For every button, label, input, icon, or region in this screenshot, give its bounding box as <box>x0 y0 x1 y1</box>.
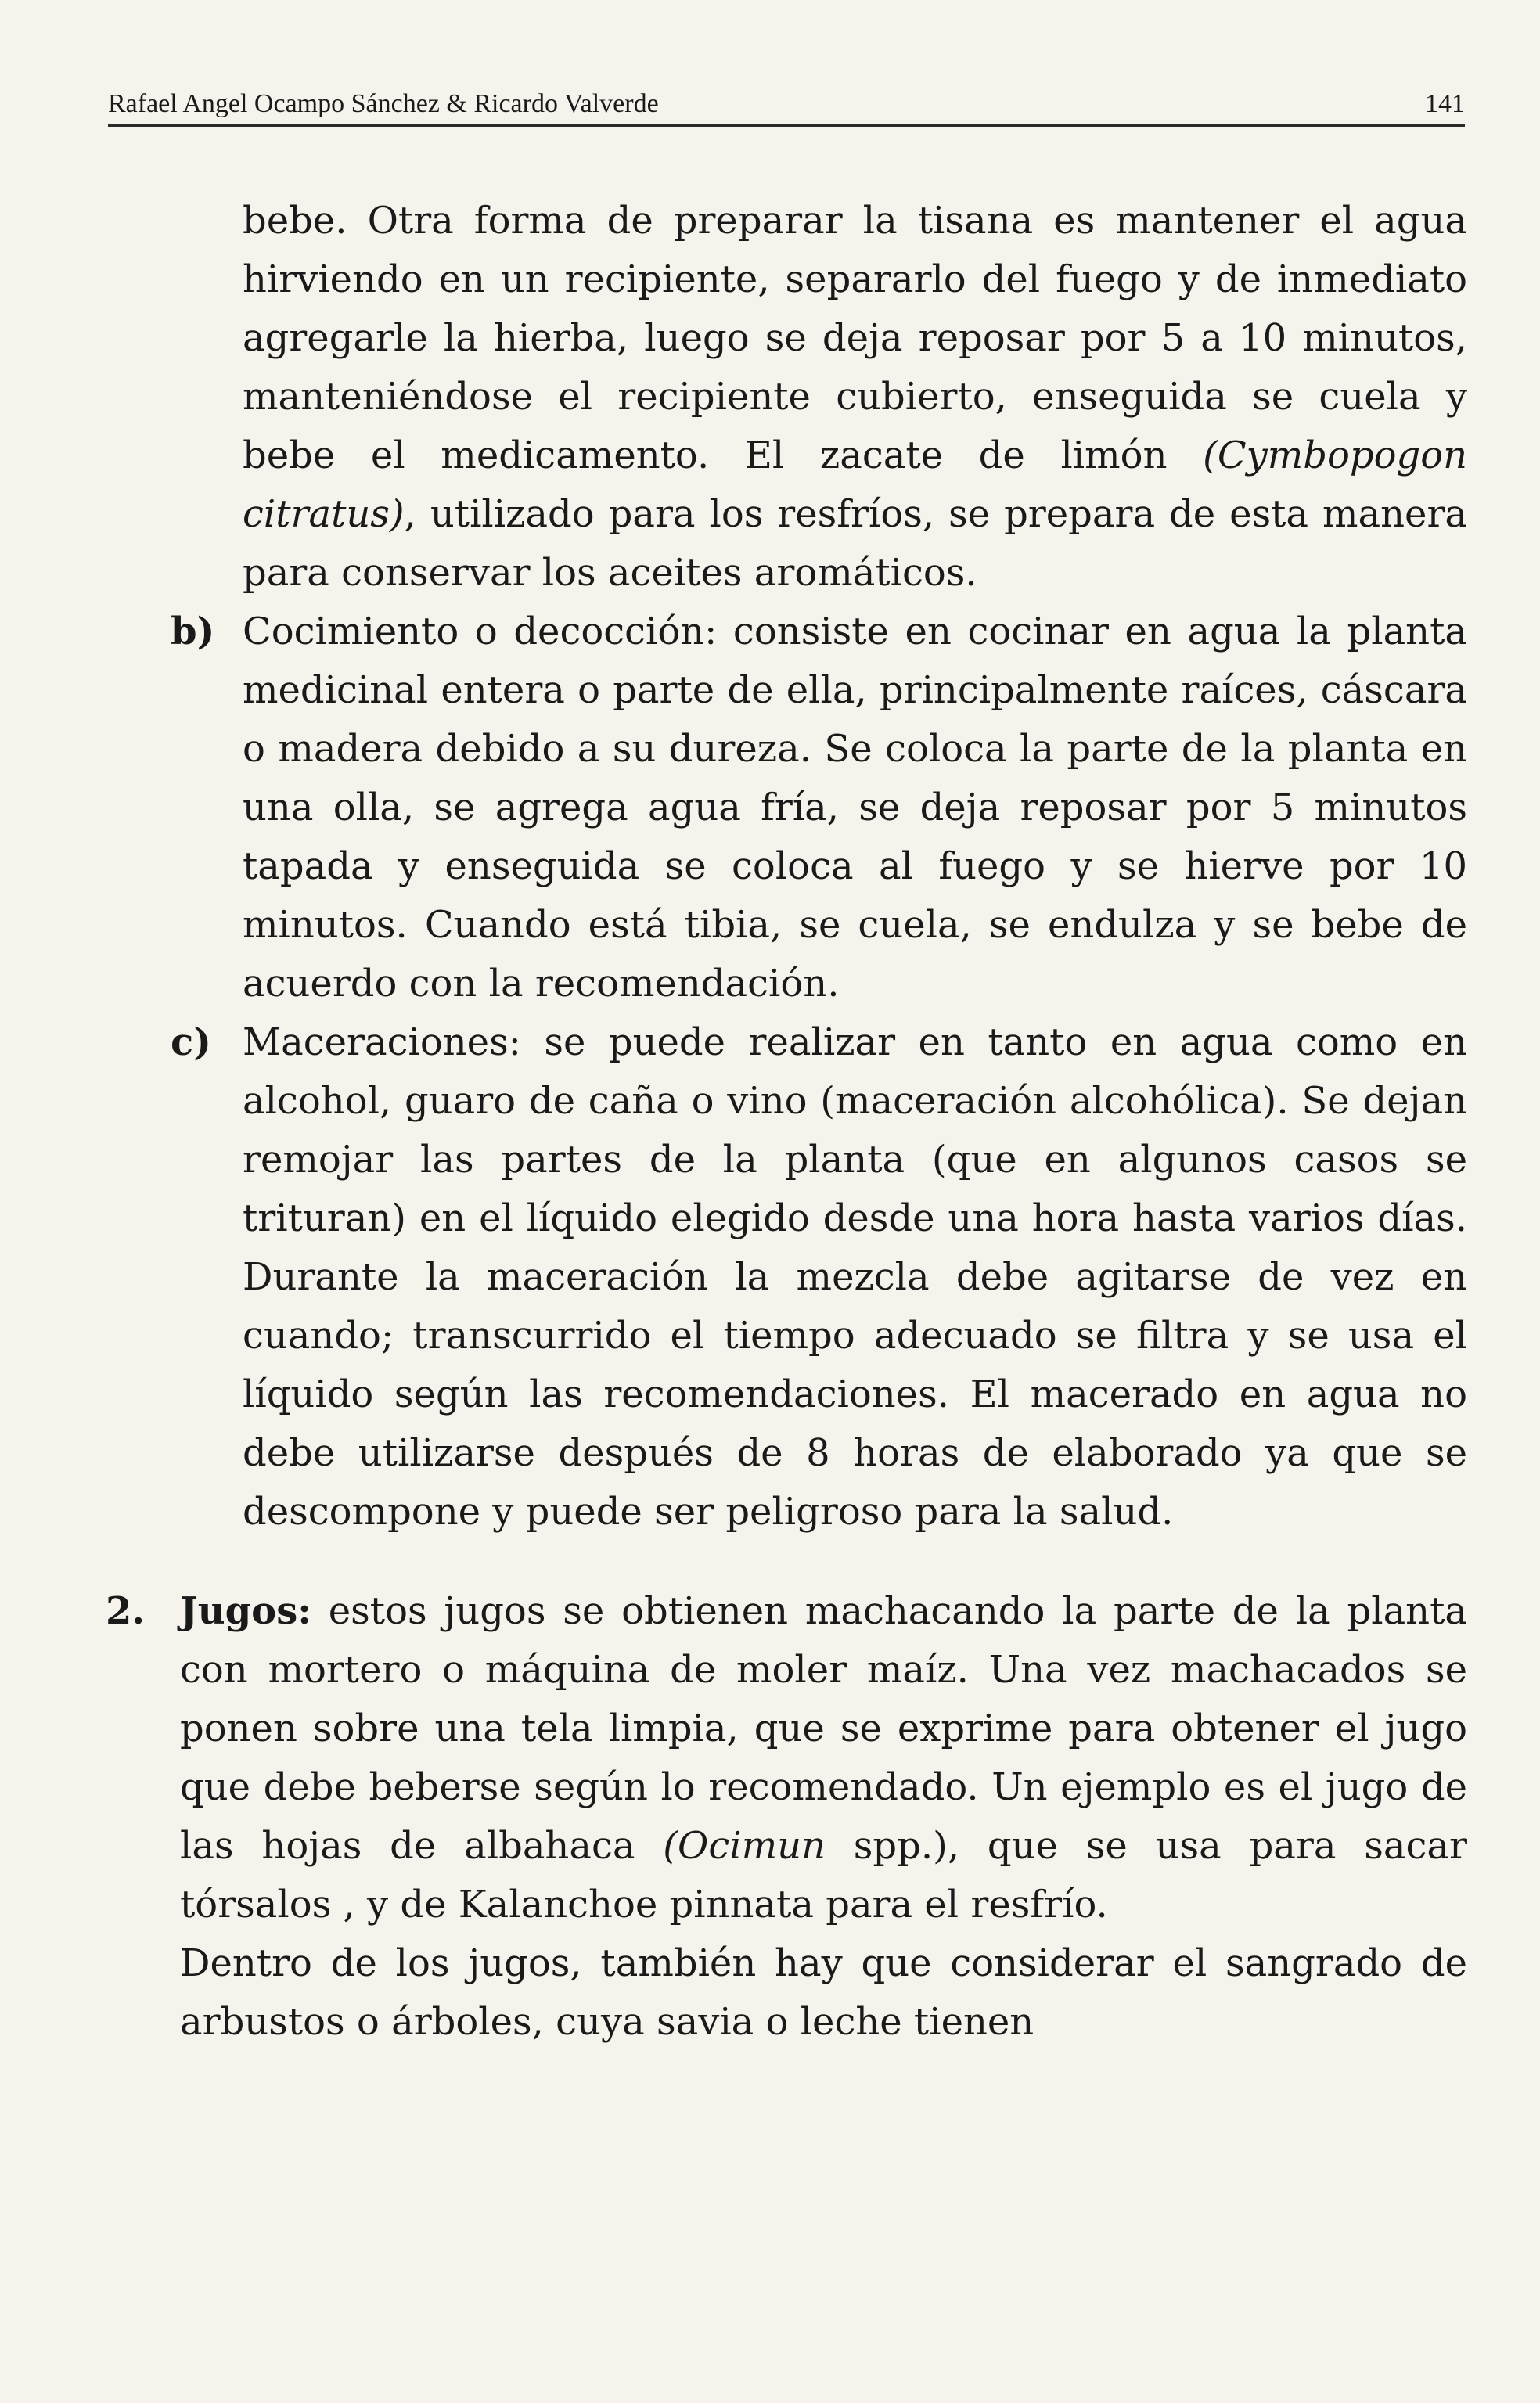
page-header <box>108 78 1465 127</box>
intro-continuation-paragraph <box>164 192 1467 603</box>
list-item-b-text: Cocimiento o decocción: consiste en cocinar en agua la planta medicinal entera o parte de ella, principalmente raíces, cáscara o madera debido a su dureza. Se coloca la parte de la planta en una olla, se agrega agua fría, se deja reposar por 5 minutos tapada y enseguida se coloca al fuego y se hierve por 10 minutos. Cuando está tibia, se cuela, se endulza y se bebe de acuerdo con la recomendación. <box>243 610 1467 1005</box>
header-authors: Rafael Angel Ocampo Sánchez & Ricardo Valverde <box>108 89 659 118</box>
closing-paragraph: Dentro de los jugos, también hay que considerar el sangrado de arbustos o árboles, cuya savia o leche tienen <box>180 1941 1467 2044</box>
header-page-number: 141 <box>1425 89 1465 118</box>
intro-text-before: bebe. Otra forma de preparar la tisana es mantener el agua hirviendo en un recipiente, separarlo del fuego y de inmediato agregarle la hierba, luego se deja reposar por 5 a 10 minutos, manteniéndose el recipiente cubierto, enseguida se cuela y bebe el medicamento. El zacate de limón <box>243 199 1467 477</box>
list-marker-2: 2. <box>106 1589 146 1633</box>
list-item-c-text: Maceraciones: se puede realizar en tanto en agua como en alcohol, guaro de caña o vino (maceración alcohólica). Se dejan remojar las partes de la planta (que en algunos casos se trituran) en el líquido elegido desde una hora hasta varios días. Durante la maceración la mezcla debe agitarse de vez en cuando; transcurrido el tiempo adecuado se filtra y se usa el líquido según las recomendaciones. El macerado en agua no debe utilizarse después de 8 horas de elaborado ya que se descompone y puede ser peligroso para la salud. <box>243 1020 1467 1534</box>
list-item-2-term: Jugos: <box>180 1589 311 1633</box>
intro-italic-species: (Cymbopogon citratus) <box>243 433 1467 536</box>
list-item-c <box>164 1013 1467 1541</box>
list-item-2-text-after: spp.), que se usa para sacar tórsalos , y de Kalanchoe pinnata para el resfrío. <box>180 1824 1467 1926</box>
body-text <box>106 192 1467 2052</box>
list-marker-c: c) <box>171 1020 211 1064</box>
list-item-2 <box>106 1582 1467 1934</box>
list-item-2-italic: (Ocimun <box>663 1824 826 1868</box>
intro-text-after: , utilizado para los resfríos, se prepara de esta manera para conservar los aceites aromáticos. <box>243 492 1467 595</box>
list-item-b <box>164 603 1467 1013</box>
list-item-2-text-before: estos jugos se obtienen machacando la parte de la planta con mortero o máquina de moler maíz. Una vez machacados se ponen sobre una tela limpia, que se exprime para obtener el jugo que debe beberse según lo recomendado. Un ejemplo es el jugo de las hojas de albahaca <box>180 1589 1467 1868</box>
list-marker-b: b) <box>171 610 215 653</box>
